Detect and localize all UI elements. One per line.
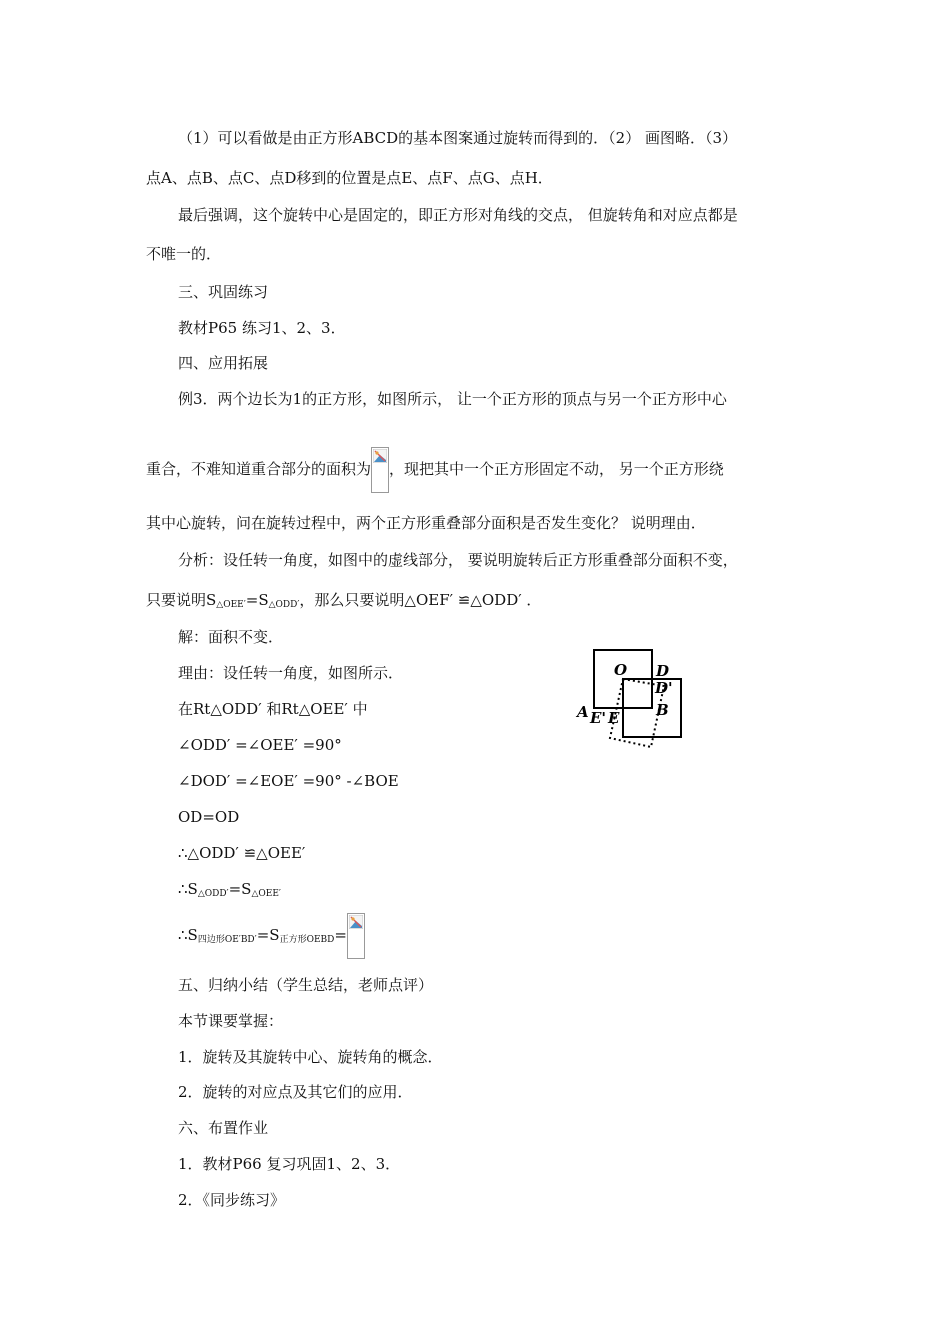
reason: 理由：设任转一角度，如图所示．	[178, 664, 404, 682]
label-E-prime: E'	[590, 709, 607, 727]
label-D-prime: D'	[655, 679, 673, 697]
example3-line3: 其中心旋转，问在旋转过程中，两个正方形重叠部分面积是否发生变化？ 说明理由．	[146, 514, 706, 532]
example3-line1: 例3．两个边长为1的正方形，如图所示， 让一个正方形的顶点与另一个正方形中心	[178, 390, 727, 408]
solution: 解：面积不变．	[178, 628, 284, 646]
rotated-squares-figure	[572, 645, 692, 755]
proof-step-6	[178, 879, 281, 904]
broken-image-icon	[373, 449, 387, 463]
example3-line2-post: ，现把其中一个正方形固定不动， 另一个正方形绕	[389, 460, 724, 478]
label-A: A	[577, 703, 589, 721]
paragraph-answer-line1: （1）可以看做是由正方形ABCD的基本图案通过旋转而得到的．（2） 画图略．（3）	[178, 129, 738, 147]
example3-line2-pre: 重合，不难知道重合部分的面积为	[146, 460, 372, 478]
step7-subscript-2: 正方形OEBD	[279, 935, 335, 945]
analysis-line1: 分析：设任转一角度，如图中的虚线部分， 要说明旋转后正方形重叠部分面积不变，	[178, 551, 738, 569]
homework-item-2: 2．《同步练习》	[178, 1191, 286, 1209]
result-value-image	[347, 913, 365, 959]
heading-practice: 三、巩固练习	[178, 283, 269, 301]
analysis-equals: =S	[245, 591, 269, 609]
example3-line2	[146, 446, 724, 493]
summary-item-2: 2．旋转的对应点及其它们的应用．	[178, 1083, 413, 1101]
homework-item-1: 1．教材P66 复习巩固1、2、3．	[178, 1155, 401, 1173]
step7-tail: =	[334, 926, 347, 944]
heading-summary: 五、归纳小结（学生总结，老师点评）	[178, 976, 434, 994]
step7-equals: =S	[256, 926, 280, 944]
proof-step-7	[178, 912, 365, 963]
broken-image-icon	[349, 915, 363, 929]
analysis-tail: ，那么只要说明△OEF′ ≌△ODD′ ．	[299, 591, 542, 609]
practice-exercises: 教材P65 练习1、2、3．	[178, 319, 346, 337]
step6-prefix: ∴S	[178, 880, 198, 898]
label-O: O	[614, 661, 628, 679]
summary-item-1: 1．旋转及其旋转中心、旋转角的概念．	[178, 1048, 443, 1066]
heading-homework: 六、布置作业	[178, 1119, 269, 1137]
step7-subscript-1: 四边形OE′BD′	[197, 935, 257, 945]
summary-intro: 本节课要掌握：	[178, 1012, 284, 1030]
paragraph-emphasis-line1: 最后强调，这个旋转中心是固定的，即正方形对角线的交点， 但旋转角和对应点都是	[178, 206, 738, 224]
proof-step-4: OD=OD	[178, 808, 240, 826]
label-E: E	[608, 709, 620, 727]
step6-subscript-2: △OEE′	[251, 889, 281, 899]
step6-subscript-1: △ODD′	[197, 889, 229, 899]
analysis-subscript-1: △OEE′	[216, 600, 246, 610]
analysis-subscript-2: △ODD′	[268, 600, 300, 610]
paragraph-emphasis-line2: 不唯一的．	[146, 245, 222, 263]
proof-step-2: ∠ODD′ =∠OEE′ =90°	[178, 736, 342, 754]
paragraph-answer-line2: 点A、点B、点C、点D移到的位置是点E、点F、点G、点H．	[146, 169, 553, 187]
analysis-s-prefix: 只要说明S	[146, 591, 217, 609]
area-value-image	[371, 447, 389, 493]
proof-step-1: 在Rt△ODD′ 和Rt△OEE′ 中	[178, 700, 368, 718]
step7-prefix: ∴S	[178, 926, 198, 944]
proof-step-3: ∠DOD′ =∠EOE′ =90° -∠BOE	[178, 772, 399, 790]
analysis-line2	[146, 590, 541, 615]
step6-equals: =S	[228, 880, 252, 898]
label-D: D	[656, 662, 670, 680]
proof-step-5: ∴△ODD′ ≌△OEE′	[178, 844, 306, 862]
label-B: B	[656, 701, 669, 719]
heading-application: 四、应用拓展	[178, 354, 269, 372]
